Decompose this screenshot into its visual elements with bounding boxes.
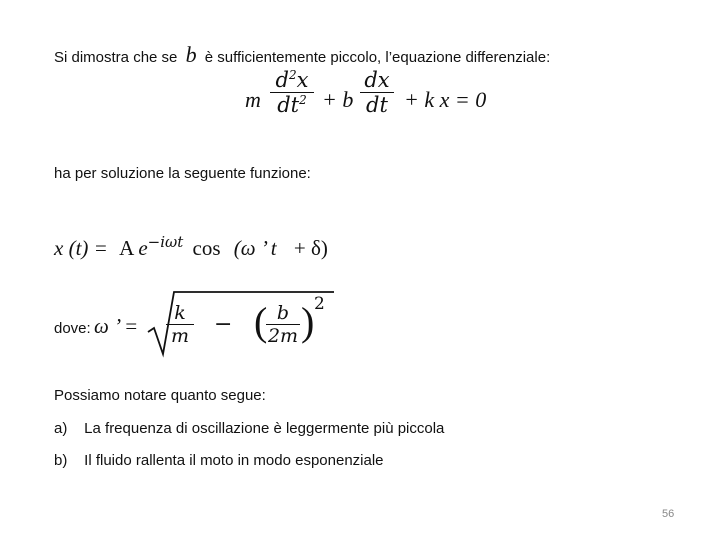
intro-sentence <box>54 42 550 68</box>
eq-second-derivative <box>270 68 314 117</box>
eq-plus-b: + b <box>322 87 354 112</box>
eq-sup-2: 2 <box>288 68 297 82</box>
eq-sup-2b: 2 <box>299 93 307 107</box>
note-text-a: La frequenza di oscillazione è leggermente più piccola <box>84 420 445 437</box>
solution-exponent: −iωt <box>147 233 184 251</box>
note-text-b: Il fluido rallenta il moto in modo esponenziale <box>84 452 384 469</box>
eq-dt-2: dt <box>366 93 388 117</box>
b-symbol: b <box>185 42 197 67</box>
omega-2m: 2m <box>267 325 299 347</box>
solution-function <box>54 233 328 261</box>
eq-dx: dx <box>364 68 390 92</box>
omega-symbol: ω ’ = <box>94 314 139 338</box>
page-number: 56 <box>662 508 675 520</box>
omega-b: b <box>276 302 290 324</box>
omega-m: m <box>170 325 190 347</box>
eq-numerator <box>270 68 314 92</box>
note-item-b <box>54 452 384 469</box>
solution-amplitude: A <box>119 236 134 260</box>
omega-fraction-b-2m <box>266 302 300 347</box>
eq-x: x <box>296 68 309 92</box>
solution-intro: ha per soluzione la seguente funzione: <box>54 165 311 182</box>
omega-minus: − <box>214 312 233 337</box>
notes-intro: Possiamo notare quanto segue: <box>54 387 266 404</box>
eq-first-derivative <box>360 68 394 117</box>
note-marker-b: b) <box>54 452 68 469</box>
eq-denominator <box>270 93 314 117</box>
solution-cos: cos <box>192 236 221 260</box>
note-item-a <box>54 420 444 437</box>
omega-k: k <box>174 302 186 324</box>
solution-e: e <box>138 236 148 260</box>
intro-text-before: Si dimostra che se <box>54 49 178 66</box>
omega-right-paren: ) <box>301 299 315 344</box>
eq-m: m <box>245 87 261 112</box>
eq-dt: dt <box>277 93 300 117</box>
solution-arg-close: + δ) <box>293 236 328 260</box>
omega-power: 2 <box>314 294 325 314</box>
solution-arg-open: (ω ’ t <box>233 236 277 260</box>
intro-text-after: è sufficientemente piccolo, l’equazione differenziale: <box>204 49 551 66</box>
omega-left-paren: ( <box>254 299 268 344</box>
note-marker-a: a) <box>54 420 68 437</box>
omega-label: dove: <box>54 320 91 337</box>
eq-d: d <box>275 68 289 92</box>
omega-fraction-k-m <box>166 302 194 347</box>
eq-rest: + k x = 0 <box>404 87 487 112</box>
solution-lhs: x (t) = <box>54 236 108 260</box>
